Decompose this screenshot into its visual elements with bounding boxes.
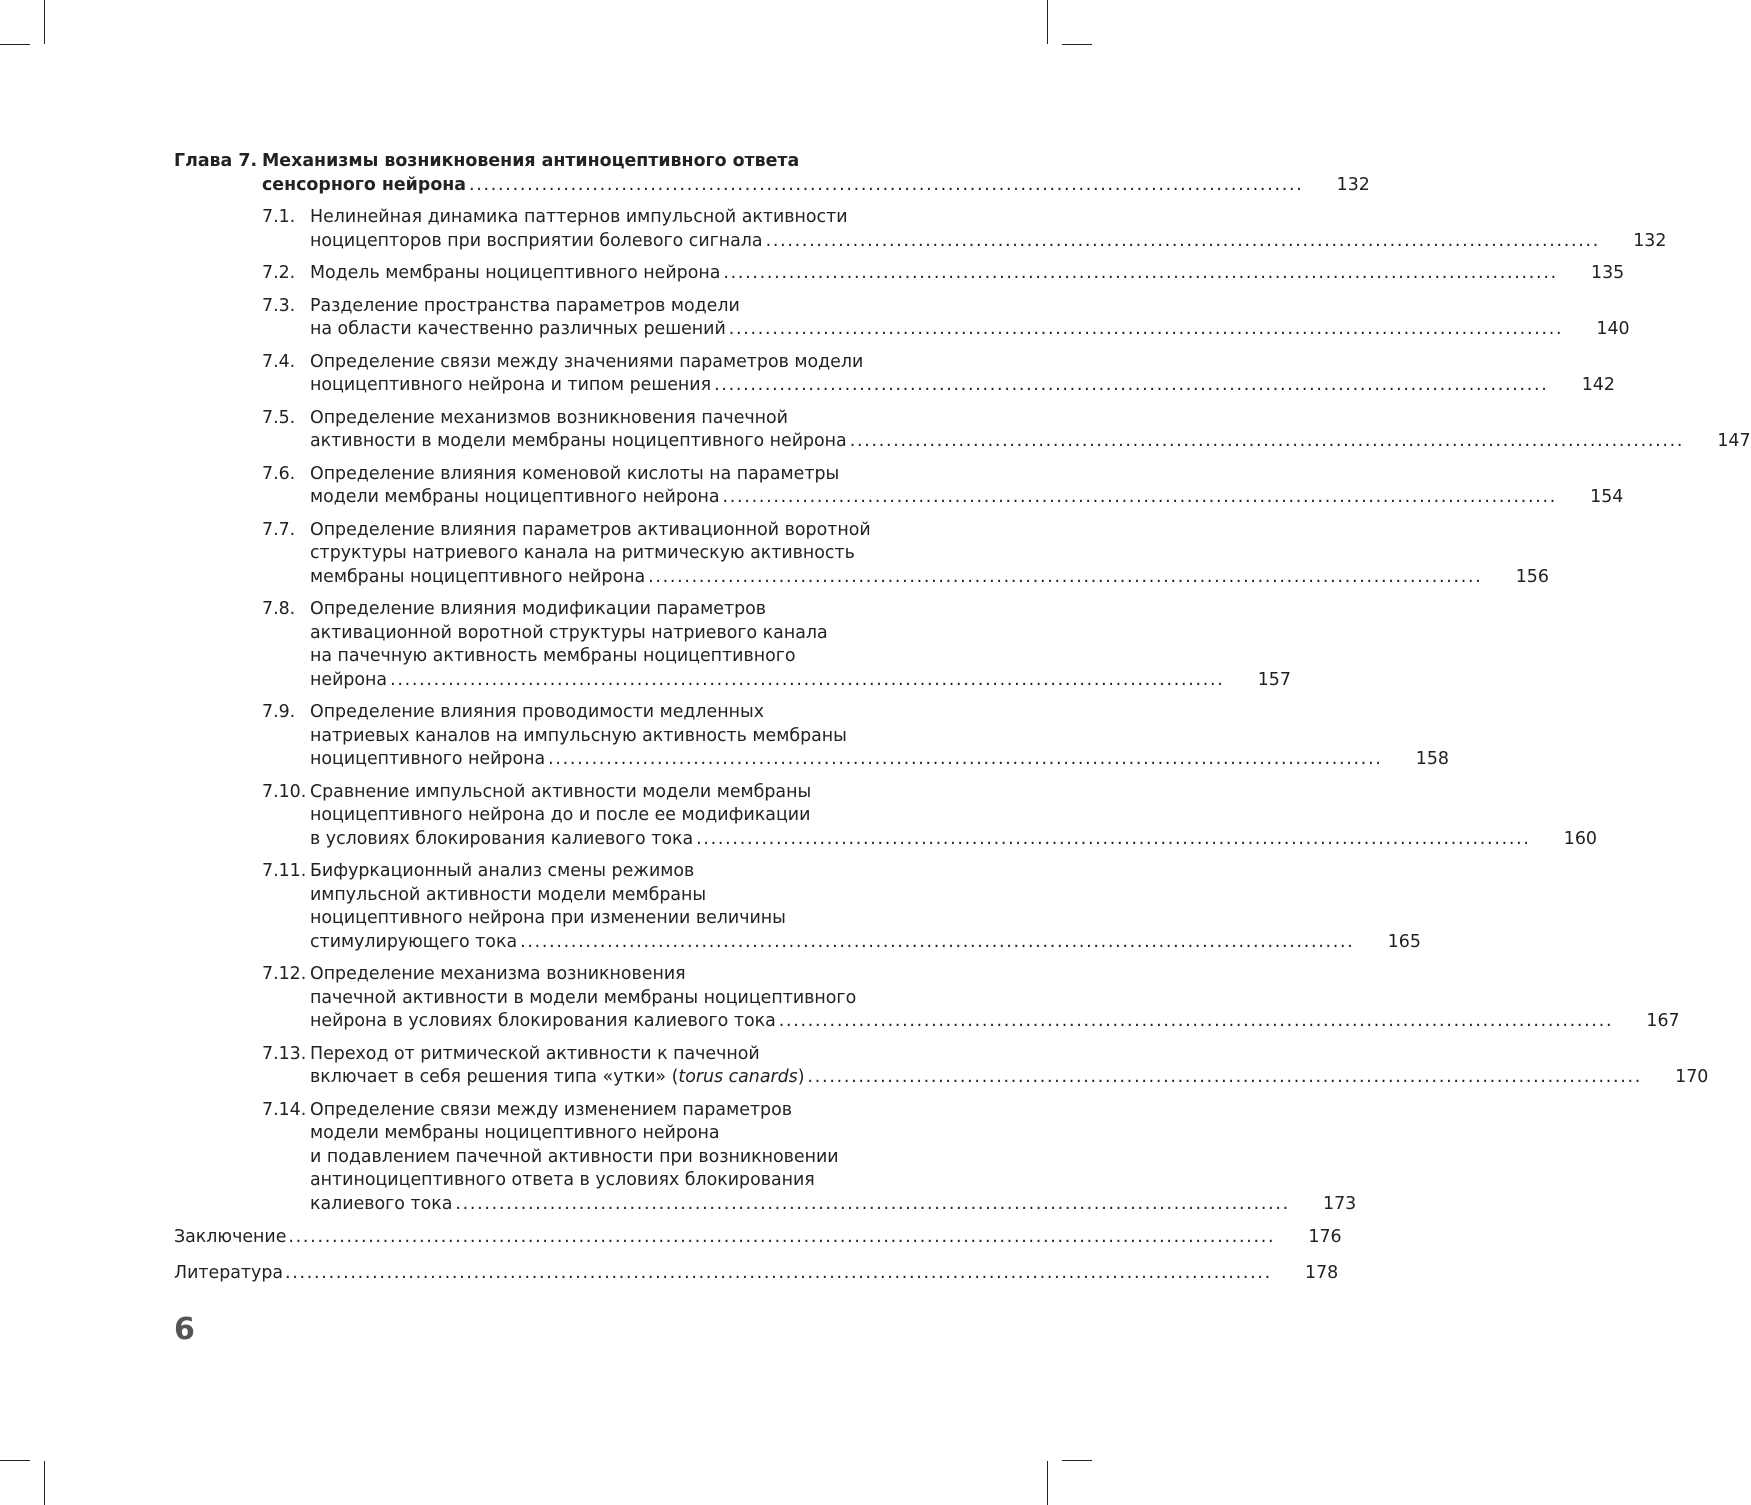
toc-entry [174,598,1291,692]
chapter-page: 132 [1336,174,1370,195]
entry-title-line: антиноцицептивного ответа в условиях блокирования [310,1170,815,1190]
entry-number: 7.7. [262,519,296,540]
dot-leader [766,230,1597,254]
entry-page: 158 [1415,749,1449,769]
entry-number: 7.9. [262,702,296,722]
entry-page: 140 [1596,319,1630,339]
entry-title-line: структуры натриевого канала на ритмическую активность [310,543,855,563]
chapter-title-line: Механизмы возникновения антиноцептивного ответа [262,151,800,171]
chapter-heading [174,150,1370,197]
entry-page: 167 [1646,1011,1680,1031]
toc-entry [174,860,1421,954]
entry-page: 157 [1257,669,1291,690]
dot-leader [390,669,1221,693]
dot-leader [469,174,1300,198]
toc-entry [174,963,1680,1034]
entry-title-line: нейрона [310,669,388,690]
entry-title-line: Переход от ритмической активности к пачечной [310,1043,760,1064]
entry-page: 147 [1717,431,1751,451]
entry-page: 160 [1563,828,1597,849]
dot-leader [779,1010,1610,1034]
entry-title-line: на пачечную активность мембраны ноцицептивного [310,646,796,666]
entry-title-line: ноцицептивного нейрона при изменении величины [310,908,786,928]
entry-number: 7.1. [262,207,296,227]
entry-title-line: Определение связи между значениями параметров модели [310,351,864,372]
entry-title-line: Определение влияния параметров активационной воротной [310,519,871,540]
entry-title-line: калиевого тока [310,1193,453,1214]
entry-title-line: Модель мембраны ноцицептивного нейрона [310,263,721,283]
entry-title-line: натриевых каналов на импульсную активность мембраны [310,725,847,746]
toc-entry [174,407,1751,454]
dot-leader [455,1193,1286,1217]
entry-title-line: Определение влияния модификации параметров [310,599,767,619]
toc-entry [174,351,1615,398]
entry-title-line: Разделение пространства параметров модели [310,295,740,316]
entry-title-line: в условиях блокирования калиевого тока [310,828,694,849]
entry-title-line: Определение механизма возникновения [310,964,686,984]
crop-mark [1062,1460,1092,1461]
entry-title-line: активности в модели мембраны ноцицептивного нейрона [310,431,847,451]
dot-leader [285,1262,1268,1286]
toc-entry [174,519,1549,590]
entry-page: 165 [1387,931,1421,952]
dot-leader [723,486,1554,510]
entry-title-line: модели мембраны ноцицептивного нейрона [310,1123,720,1143]
section-title: Заключение [174,1227,287,1247]
entry-title-line: Определение механизмов возникновения пачечной [310,407,788,428]
section-title: Литература [174,1262,284,1283]
toc-section-conclusion [174,1226,1342,1250]
entry-page: 170 [1675,1067,1709,1087]
entry-title-line: включает в себя решения типа «утки» (torus canards) [310,1067,805,1087]
entry-title-line: ноцицепторов при восприятии болевого сигнала [310,230,763,251]
dot-leader [714,374,1545,398]
section-page: 178 [1305,1262,1339,1283]
toc-entry [174,262,1625,286]
entry-number: 7.6. [262,463,296,484]
entry-title-line: Бифуркационный анализ смены режимов [310,861,695,881]
page-number: 6 [174,1312,195,1347]
entry-title-line: стимулирующего тока [310,931,518,952]
entry-number: 7.3. [262,295,296,316]
entry-number: 7.12. [262,964,307,984]
entry-number: 7.11. [262,861,307,881]
entry-title-line: пачечной активности в модели мембраны ноцицептивного [310,987,857,1008]
entry-title-line: Определение связи между изменением параметров [310,1099,792,1120]
entry-number: 7.14. [262,1099,307,1120]
dot-leader [696,828,1527,852]
toc-entry [174,295,1630,342]
crop-mark [1047,0,1048,44]
table-of-contents [174,150,1751,1285]
entry-number: 7.2. [262,263,296,283]
entry-number: 7.10. [262,781,307,802]
entry-title-line: импульсной активности модели мембраны [310,884,707,905]
entry-page: 154 [1590,487,1624,507]
crop-mark [1062,44,1092,45]
entry-title-line: активационной воротной структуры натриевого канала [310,622,828,643]
crop-mark [0,44,30,45]
entry-title-line: Нелинейная динамика паттернов импульсной активности [310,207,848,227]
toc-entry [174,1099,1357,1217]
toc-section-references [174,1262,1339,1286]
entry-page: 132 [1633,230,1667,251]
entry-title-line: Определение влияния проводимости медленных [310,702,764,722]
dot-leader [548,748,1379,772]
toc-entry [174,781,1597,852]
chapter-label: Глава 7. [174,151,258,171]
entry-title-line: и подавлением пачечной активности при возникновении [310,1146,839,1167]
dot-leader [850,430,1681,454]
entry-title-line: нейрона в условиях блокирования калиевого тока [310,1011,776,1031]
toc-entry [174,1043,1709,1090]
dot-leader [808,1066,1639,1090]
entry-number: 7.5. [262,407,296,428]
entry-title-line: модели мембраны ноцицептивного нейрона [310,487,720,507]
latin-term: torus canards [678,1067,798,1087]
toc-entry [174,206,1667,253]
dot-leader [723,262,1554,286]
crop-mark [1047,1461,1048,1505]
crop-mark [0,1460,30,1461]
crop-mark [44,1461,45,1505]
entry-page: 142 [1581,375,1615,395]
entry-title-line: на области качественно различных решений [310,319,726,339]
dot-leader [288,1226,1271,1250]
dot-leader [648,566,1479,590]
dot-leader [520,931,1351,955]
entry-page: 135 [1591,263,1625,283]
entry-page: 173 [1323,1193,1357,1214]
entry-title-line: Сравнение импульсной активности модели мембраны [310,781,812,802]
entry-number: 7.8. [262,599,296,619]
section-page: 176 [1308,1227,1342,1247]
entry-number: 7.13. [262,1043,307,1064]
toc-entry [174,701,1449,772]
crop-mark [44,0,45,44]
entry-title-line: ноцицептивного нейрона [310,749,546,769]
entry-number: 7.4. [262,351,296,372]
entry-title-line: Определение влияния коменовой кислоты на параметры [310,463,840,484]
entry-title-line: ноцицептивного нейрона и типом решения [310,375,712,395]
toc-entry [174,463,1624,510]
dot-leader [729,318,1560,342]
entry-title-line: ноцицептивного нейрона до и после ее модификации [310,805,811,825]
entry-title-line: мембраны ноцицептивного нейрона [310,566,646,587]
entry-page: 156 [1515,566,1549,587]
chapter-title-line: сенсорного нейрона [262,174,467,195]
